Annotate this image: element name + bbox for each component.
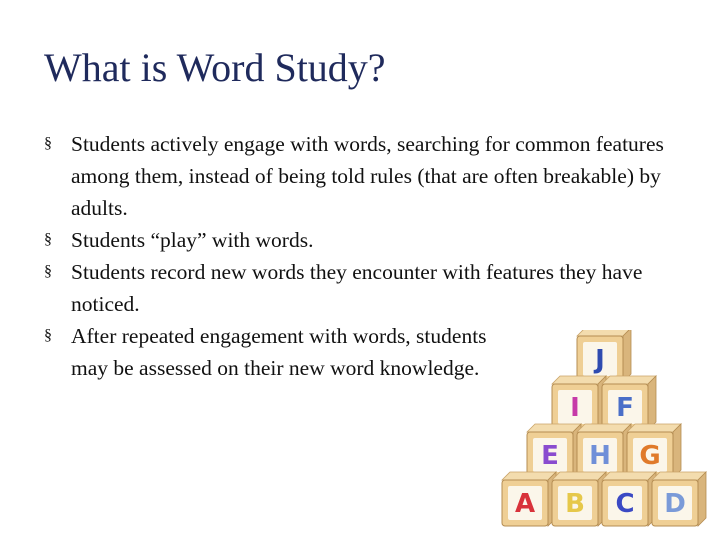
block-letter: A — [514, 489, 536, 519]
bullet-text: Students record new words they encounter with features they have noticed. — [71, 260, 643, 316]
block-letter: I — [570, 393, 580, 423]
bullet-marker-icon: § — [44, 231, 52, 248]
letter-block — [627, 424, 681, 478]
block-letter: E — [541, 441, 559, 471]
slide-title: What is Word Study? — [44, 45, 386, 90]
alphabet-blocks-icon — [470, 330, 710, 530]
letter-block — [602, 472, 656, 526]
bullet-marker-icon: § — [44, 263, 52, 280]
letter-block — [577, 330, 631, 382]
letter-block — [577, 424, 631, 478]
block-letter: F — [616, 393, 634, 423]
letter-block — [527, 424, 581, 478]
block-letter: J — [595, 345, 605, 375]
block-letter: B — [565, 489, 585, 519]
letter-block — [552, 376, 606, 430]
letter-block — [502, 472, 556, 526]
block-letter: D — [664, 489, 686, 519]
bullet-marker-icon: § — [44, 327, 52, 344]
bullet-item-1 — [44, 128, 704, 224]
letter-block — [552, 472, 606, 526]
block-letter: C — [615, 489, 635, 519]
bullet-item-4 — [44, 320, 511, 384]
bullet-text: After repeated engagement with words, students may be assessed on their new word knowledge. — [71, 324, 487, 380]
bullet-item-3 — [44, 256, 704, 320]
letter-block — [652, 472, 706, 526]
bullet-marker-icon: § — [44, 135, 52, 152]
block-letter: G — [639, 441, 661, 471]
bullet-text: Students “play” with words. — [71, 228, 314, 252]
letter-block — [602, 376, 656, 430]
block-letter: H — [589, 441, 611, 471]
bullet-item-2 — [44, 224, 704, 256]
bullet-text: Students actively engage with words, searching for common features among them, instead of being told rules (that are often breakable) by adults. — [71, 132, 664, 220]
